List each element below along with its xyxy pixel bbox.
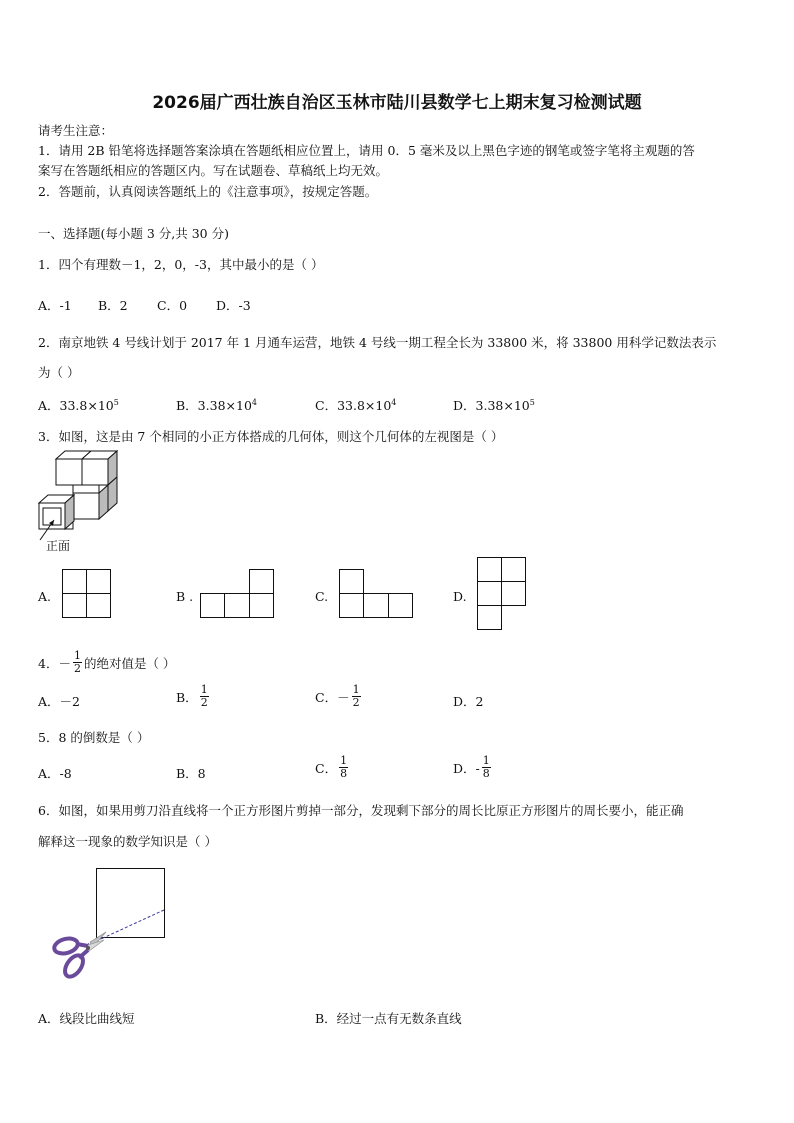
q3-stem: 3．如图，这是由 7 个相同的小正方体搭成的几何体，则这个几何体的左视图是（ ）: [38, 429, 504, 444]
q4-fraction-num: 1: [73, 649, 81, 662]
q2-option-c-base: C．33.8×10: [315, 398, 392, 413]
q3-option-a-figure: [62, 569, 112, 619]
section-heading: 一、选择题(每小题 3 分,共 30 分): [38, 226, 229, 241]
q5-option-c-fraction: [339, 755, 348, 780]
q1-stem: 1．四个有理数－1，2，0，-3，其中最小的是（ ）: [38, 257, 324, 272]
q2-option-a-exp: 5: [113, 397, 119, 407]
q3-option-b-figure: [200, 569, 276, 619]
q3-option-c-label: C.: [315, 589, 329, 604]
q4-option-c: [315, 684, 363, 709]
q6-stem-b: 解释这一现象的数学知识是（ ）: [38, 834, 217, 849]
q4-option-b-den: 2: [200, 696, 208, 709]
q1-option-c: C．0: [157, 298, 188, 313]
q2-option-d-base: D．3.38×10: [453, 398, 530, 413]
q5-option-d-label: D．-: [453, 760, 480, 776]
q4-option-b-fraction: [200, 684, 209, 709]
q2-option-b-exp: 4: [251, 397, 257, 407]
q2-option-c: [315, 396, 396, 414]
q4-fraction: [73, 650, 82, 675]
q6-stem-a: 6．如图，如果用剪刀沿直线将一个正方形图片剪掉一部分，发现剩下部分的周长比原正方形图片的周长要小，能正确: [38, 803, 684, 818]
q4-suffix: 的绝对值是（ ）: [83, 655, 176, 671]
q5-option-c-num: 1: [340, 754, 348, 767]
q5-stem: 5．8 的倒数是（ ）: [38, 730, 150, 745]
q1-option-d: D．-3: [216, 298, 251, 313]
q6-scissors-figure: [48, 862, 173, 982]
q5-option-d: [453, 755, 493, 780]
q2-option-b: [176, 396, 257, 414]
q3-option-c-figure: [339, 569, 415, 619]
q5-option-a: A．-8: [38, 766, 72, 781]
q4-option-c-fraction: [352, 684, 361, 709]
q2-option-a: [38, 396, 119, 414]
q2-stem-a: 2．南京地铁 4 号线计划于 2017 年 1 月通车运营，地铁 4 号线一期工程全长为 33800 米，将 33800 用科学记数法表示: [38, 335, 717, 350]
q4-prefix: 4．－: [38, 655, 71, 671]
q4-option-c-den: 2: [352, 696, 360, 709]
q3-option-d-label: D.: [453, 589, 467, 604]
q3-option-b-label: B .: [176, 589, 194, 604]
q5-option-d-num: 1: [482, 754, 490, 767]
notice-line-1a: 1．请用 2B 铅笔将选择题答案涂填在答题纸相应位置上，请用 0．5 毫米及以上黑色字迹的钢笔或签字笔将主观题的答: [38, 143, 695, 158]
q4-option-b-label: B．: [176, 689, 198, 705]
q5-option-d-den: 8: [482, 767, 490, 780]
q5-option-b: B．8: [176, 766, 206, 781]
q4-option-d: D．2: [453, 694, 484, 709]
notice-line-1b: 案写在答题纸相应的答题区内。写在试题卷、草稿纸上均无效。: [38, 163, 389, 178]
q2-option-b-base: B．3.38×10: [176, 398, 252, 413]
q3-front-label: 正面: [46, 539, 71, 553]
q4-option-c-label: C．－: [315, 689, 350, 705]
q4-stem: [38, 650, 175, 675]
notice-heading: 请考生注意：: [38, 123, 114, 138]
q4-option-b: [176, 684, 211, 709]
notice-line-2: 2．答题前，认真阅读答题纸上的《注意事项》，按规定答题。: [38, 184, 378, 199]
q6-option-a: A．线段比曲线短: [38, 1011, 135, 1026]
q4-option-a: A．－2: [38, 694, 80, 709]
q2-option-d-exp: 5: [529, 397, 535, 407]
q1-option-b: B．2: [98, 298, 128, 313]
q5-option-c: [315, 755, 350, 780]
q3-option-d-figure: [477, 557, 529, 632]
q1-option-a: A．-1: [38, 298, 72, 313]
q3-option-a-label: A.: [38, 589, 52, 604]
q4-fraction-den: 2: [73, 662, 81, 675]
q5-option-c-den: 8: [340, 767, 348, 780]
q4-option-c-num: 1: [352, 683, 360, 696]
scissors-icon: [53, 936, 88, 980]
q3-cube-figure: [30, 448, 130, 553]
page-title: 2026届广西壮族自治区玉林市陆川县数学七上期末复习检测试题: [152, 93, 642, 113]
q2-option-a-base: A．33.8×10: [38, 398, 114, 413]
q6-option-b: B．经过一点有无数条直线: [315, 1011, 462, 1026]
q2-option-c-exp: 4: [391, 397, 397, 407]
q5-option-c-label: C．: [315, 760, 338, 776]
q2-option-d: [453, 396, 535, 414]
q5-option-d-fraction: [482, 755, 491, 780]
q4-option-b-num: 1: [200, 683, 208, 696]
q2-stem-b: 为（ ）: [38, 365, 80, 380]
